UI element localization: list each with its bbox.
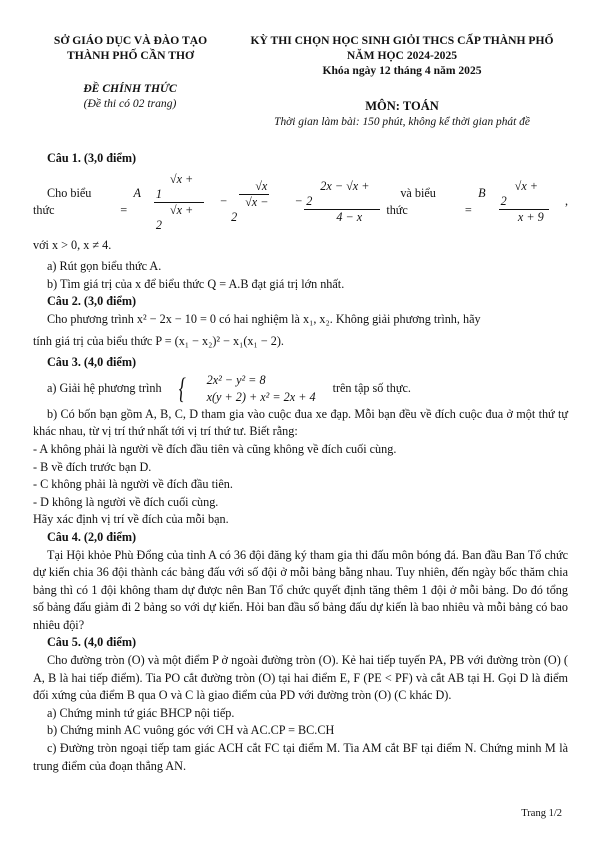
pages-note: (Đề thi có 02 trang) (83, 97, 177, 110)
q1-frac2-num: √x (239, 179, 269, 195)
q3-cond1: - A không phải là người về đích đầu tiên và cũng không về đích cuối cùng. (33, 441, 397, 456)
q1-frac3 (304, 179, 380, 225)
q1-intro: Cho biểu thức (33, 185, 92, 218)
q4-text: Tại Hội khỏe Phù Đổng của tỉnh A có 36 đội đăng ký tham gia thi đấu môn bóng đá. Ban đầu Ban Tổ chức dự kiến chia 36 đội thành các bảng đấu với số đội ở mỗi bảng bằng nhau. Tuy nhiên, đến ngày bốc thăm chia bảng thì có 1 đội không tham dự được nên Ban Tổ chức quyết định tăng thêm 1 đội ở mỗi bảng. Do đó tổng số bảng đấu giảm đi 2 bảng so với dự kiến. Hỏi ban đầu số bảng đấu dự kiến là bao nhiêu và mỗi bảng có bao nhiêu đội? (33, 547, 568, 632)
q3-brace: { (178, 371, 186, 405)
exam-body (33, 150, 568, 775)
q1-fracB-num: √x + 2 (499, 179, 549, 210)
city-name: THÀNH PHỐ CẦN THƠ (66, 49, 194, 62)
q1-minus2: − (295, 194, 303, 209)
q5-part-c: c) Đường tròn ngoại tiếp tam giác ACH cắt FC tại điểm M. Tia AM cắt BF tại điểm N. Chứng minh M là trung điểm của đoạn thẳng AN. (33, 741, 568, 773)
q1-title: Câu 1. (3,0 điểm) (47, 151, 137, 165)
q3-end: Hãy xác định vị trí về đích của mỗi bạn. (33, 512, 229, 527)
q3-part-b: b) Có bốn bạn gồm A, B, C, D tham gia vào cuộc đua xe đạp. Mỗi bạn đều về đích cuộc đua ở một thứ tự khác nhau, từ vị trí thứ nhất tới vị trí thứ tư. Biết rằng: (33, 406, 568, 439)
q3-system (165, 372, 316, 406)
time-note: Thời gian làm bài: 150 phút, không kể thời gian phát đề (274, 116, 530, 128)
q5-text: Cho đường tròn (O) và một điểm P ở ngoài đường tròn (O). Kẻ hai tiếp tuyến PA, PB với đường tròn (O) ( A, B là hai tiếp điểm). Tia PO cắt đường tròn (O) tại hai điểm E, F (PE < PF) và cắt AB tại H. Gọi D là điểm đối xứng của điểm B qua O và C là giao điểm của PD với đường tròn (O) (C khác D). (33, 653, 568, 703)
subject-block (234, 98, 570, 130)
header-left (28, 33, 233, 63)
subject-title: MÔN: TOÁN (365, 99, 439, 113)
q5-part-a: a) Chứng minh tứ giác BHCP nội tiếp. (47, 705, 235, 720)
official-title: ĐỀ CHÍNH THỨC (83, 82, 177, 95)
q3-cond4: - D không là người về đích cuối cùng. (33, 494, 219, 509)
q1-a-label: A = (119, 185, 141, 218)
q1-frac2-den: √x − 2 (231, 195, 269, 225)
q1-frac1-den: √x + 2 (155, 202, 194, 232)
q3-cond3: - C không phải là người về đích đầu tiên. (33, 477, 233, 492)
header-right (234, 33, 570, 78)
exam-title: KỲ THI CHỌN HỌC SINH GIỎI THCS CẤP THÀNH PHỐ (250, 34, 554, 47)
q5-part-b: b) Chứng minh AC vuông góc với CH và AC.CP = BC.CH (47, 723, 335, 738)
official-label (60, 81, 200, 111)
q1-frac3-num: 2x − √x + 2 (304, 179, 380, 210)
q4-title: Câu 4. (2,0 điểm) (47, 529, 137, 544)
q3-cond2: - B về đích trước bạn D. (33, 459, 152, 474)
q3-title: Câu 3. (4,0 điểm) (47, 355, 137, 370)
exam-date: Khóa ngày 12 tháng 4 năm 2025 (322, 64, 482, 77)
q3-eq2: x(y + 2) + x² = 2x + 4 (206, 389, 316, 404)
q1-condition: với x > 0, x ≠ 4. (33, 237, 112, 252)
q1-frac1-num: √x + 1 (154, 172, 204, 203)
q3-system-line (33, 372, 568, 406)
q1-minus1: − (220, 194, 228, 209)
q2-title: Câu 2. (3,0 điểm) (47, 294, 137, 309)
q1-part-b: b) Tìm giá trị của x để biểu thức Q = A.B đạt giá trị lớn nhất. (47, 276, 345, 291)
q5-title: Câu 5. (4,0 điểm) (47, 635, 137, 650)
q3-a-suffix: trên tập số thực. (332, 380, 411, 395)
school-year: NĂM HỌC 2024-2025 (346, 49, 458, 62)
q3-a-prefix: a) Giải hệ phương trình (47, 380, 162, 395)
page-number: Trang 1/2 (521, 808, 562, 819)
q1-and: và biểu thức (386, 185, 436, 218)
q1-frac3-den: 4 − x (336, 210, 363, 225)
department-name: SỞ GIÁO DỤC VÀ ĐÀO TẠO (53, 34, 208, 47)
q3-eq1: 2x² − y² = 8 (206, 372, 266, 387)
q2-line1: Cho phương trình x² − 2x − 10 = 0 có hai nghiệm là x₁, x₂. Không giải phương trình, hãy (47, 311, 481, 326)
q1-frac1 (154, 172, 204, 233)
q1-part-a: a) Rút gọn biểu thức A. (47, 259, 162, 274)
q1-b-label: B = (464, 185, 486, 218)
q2-line2: tính giá trị của biểu thức P = (x₁ − x₂)² − x₁(x₁ − 2). (33, 333, 284, 348)
q1-comma: , (564, 194, 569, 209)
q1-expression (33, 172, 568, 233)
q1-frac2 (229, 179, 279, 225)
q1-fracB (499, 179, 549, 225)
q1-fracB-den: x + 9 (517, 210, 544, 225)
